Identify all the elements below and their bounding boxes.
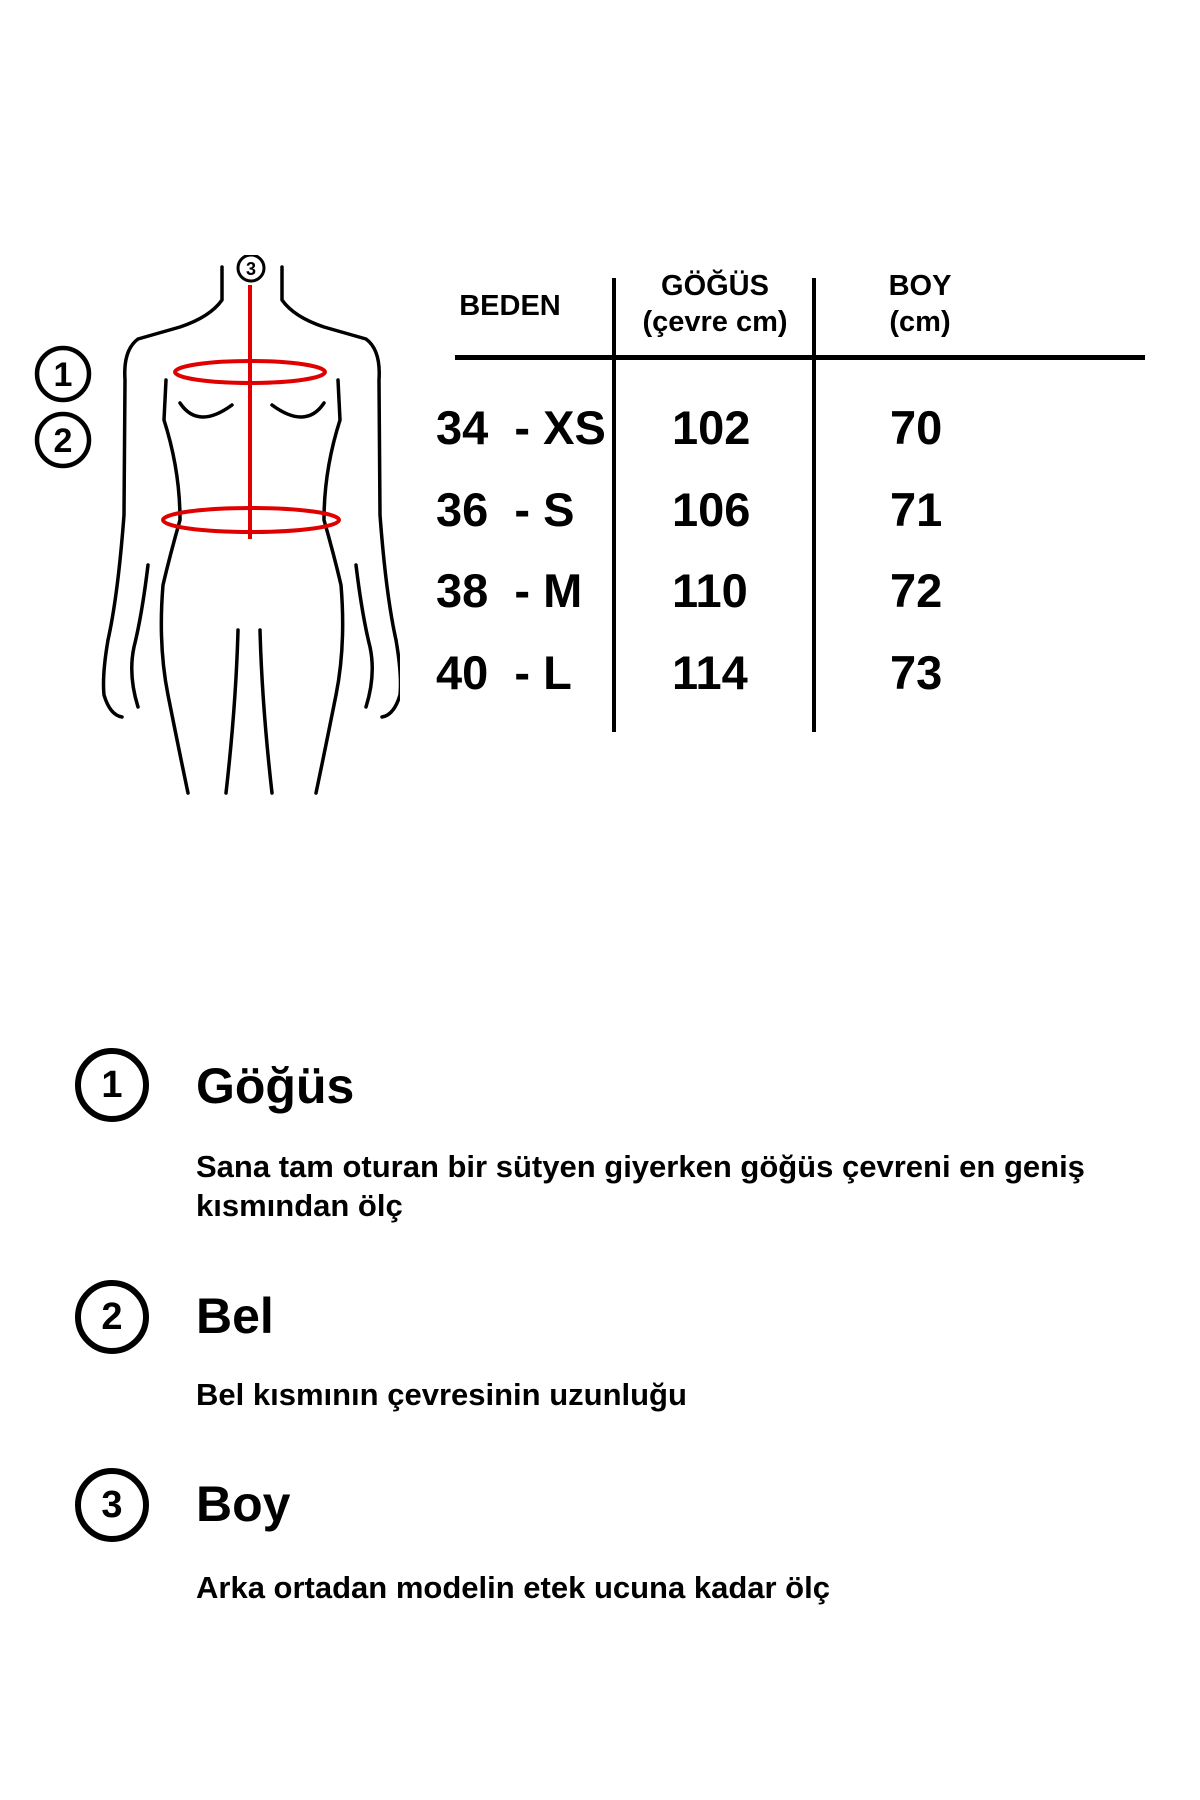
legend-title: Bel (196, 1288, 274, 1344)
row-length: 72 (890, 564, 943, 617)
legend-description: Sana tam oturan bir sütyen giyerken göğüs çevreni en geniş kısmından ölç (196, 1149, 1085, 1223)
table-column-divider-1 (612, 278, 616, 732)
row-size: 38 - M (436, 564, 583, 617)
table-header-divider (455, 355, 1145, 360)
row-chest: 114 (672, 646, 748, 699)
marker-3-label: 3 (245, 259, 257, 279)
bust-right-curve (272, 403, 324, 417)
legend-description: Arka ortadan modelin etek ucuna kadar ölç (196, 1570, 830, 1605)
bust-left-curve (180, 403, 232, 417)
arm-right-inner (356, 565, 372, 707)
arm-left-inner (132, 565, 148, 707)
marker-1-label: 1 (53, 356, 73, 394)
legend-number-badge: 3 (75, 1468, 149, 1542)
row-size: 36 - S (436, 483, 575, 536)
legend-title: Göğüs (196, 1058, 355, 1114)
inner-leg-left (226, 630, 238, 793)
torso-left-line (161, 380, 188, 793)
inner-leg-right (260, 630, 272, 793)
legend-title: Boy (196, 1476, 291, 1532)
header-beden: BEDEN (459, 290, 561, 322)
header-gogus-line1: GÖĞÜS (661, 270, 769, 302)
row-chest: 110 (672, 564, 748, 617)
row-length: 73 (890, 646, 943, 699)
table-column-divider-2 (812, 278, 816, 732)
row-chest: 106 (672, 483, 751, 536)
row-length: 71 (890, 483, 943, 536)
row-size: 34 - XS (436, 401, 606, 454)
row-length: 70 (890, 401, 943, 454)
marker-2-label: 2 (53, 422, 73, 460)
body-measurement-figure (30, 255, 400, 795)
row-chest: 102 (672, 401, 751, 454)
header-boy-line1: BOY (888, 270, 952, 302)
header-gogus (620, 268, 810, 340)
header-boy-line2: (cm) (889, 306, 951, 338)
header-gogus-line2: (çevre cm) (642, 306, 788, 338)
header-boy (860, 268, 980, 340)
torso-right-line (316, 380, 343, 793)
legend-number-badge: 2 (75, 1280, 149, 1354)
legend-description: Bel kısmının çevresinin uzunluğu (196, 1377, 687, 1412)
row-size: 40 - L (436, 646, 572, 699)
legend-number-badge: 1 (75, 1048, 149, 1122)
